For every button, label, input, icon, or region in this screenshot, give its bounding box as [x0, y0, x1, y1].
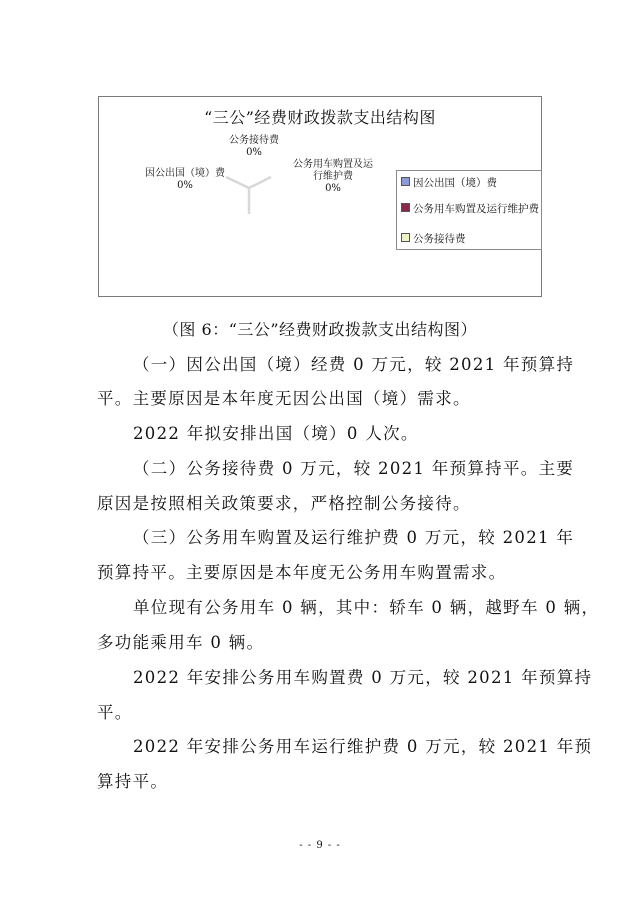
pie-label-vehicle [289, 159, 377, 195]
paragraph-line: 平。主要原因是本年度无因公出国（境）需求。 [97, 389, 471, 408]
paragraph-line: 算持平。 [97, 772, 169, 791]
chart-legend [396, 170, 542, 250]
page-number: - - 9 - - [299, 840, 341, 851]
pie-slice-line-2 [249, 177, 271, 188]
pie-label-abroad-name: 因公出国（境）费 [145, 168, 225, 179]
paragraph-line: 原因是按照相关政策要求，严格控制公务接待。 [97, 494, 471, 513]
pie-label-abroad [137, 168, 233, 192]
paragraph-line: 多功能乘用车 0 辆。 [97, 633, 265, 652]
legend-item-abroad [401, 177, 539, 189]
legend-item-vehicle [401, 203, 539, 215]
pie-label-vehicle-value: 0% [325, 183, 341, 194]
paragraph-line: 平。 [97, 703, 133, 722]
legend-label-reception: 公务接待费 [413, 233, 466, 245]
pie-label-reception-value: 0% [246, 147, 262, 158]
legend-label-vehicle: 公务用车购置及运行维护费 [413, 203, 539, 215]
pie-label-reception [219, 135, 289, 159]
pie-label-reception-name: 公务接待费 [229, 135, 279, 146]
chart-title: “三公”经费财政拨款支出结构图 [204, 108, 436, 127]
legend-swatch-reception [401, 233, 410, 242]
pie-chart [98, 96, 542, 297]
figure-caption: （图 6：“三公”经费财政拨款支出结构图） [162, 320, 478, 339]
paragraph-line: 2022 年拟安排出国（境）0 人次。 [133, 424, 419, 443]
paragraph-line: 2022 年安排公务用车运行维护费 0 万元，较 2021 年预 [133, 737, 593, 756]
pie-label-abroad-value: 0% [177, 180, 193, 191]
paragraph-line: 单位现有公务用车 0 辆，其中：轿车 0 辆，越野车 0 辆， [133, 598, 600, 617]
paragraph-line: 2022 年安排公务用车购置费 0 万元，较 2021 年预算持 [133, 668, 593, 687]
pie-label-vehicle-name: 公务用车购置及运行维护费 [293, 159, 373, 182]
legend-swatch-abroad [401, 177, 410, 186]
legend-item-reception [401, 233, 539, 245]
paragraph-line: （三）公务用车购置及运行维护费 0 万元，较 2021 年 [133, 528, 575, 547]
legend-swatch-vehicle [401, 203, 410, 212]
legend-label-abroad: 因公出国（境）费 [413, 177, 497, 189]
paragraph-line: （二）公务接待费 0 万元，较 2021 年预算持平。主要 [133, 459, 575, 478]
paragraph-line: 预算持平。主要原因是本年度无公务用车购置需求。 [97, 563, 507, 582]
paragraph-line: （一）因公出国（境）经费 0 万元，较 2021 年预算持 [133, 355, 575, 374]
